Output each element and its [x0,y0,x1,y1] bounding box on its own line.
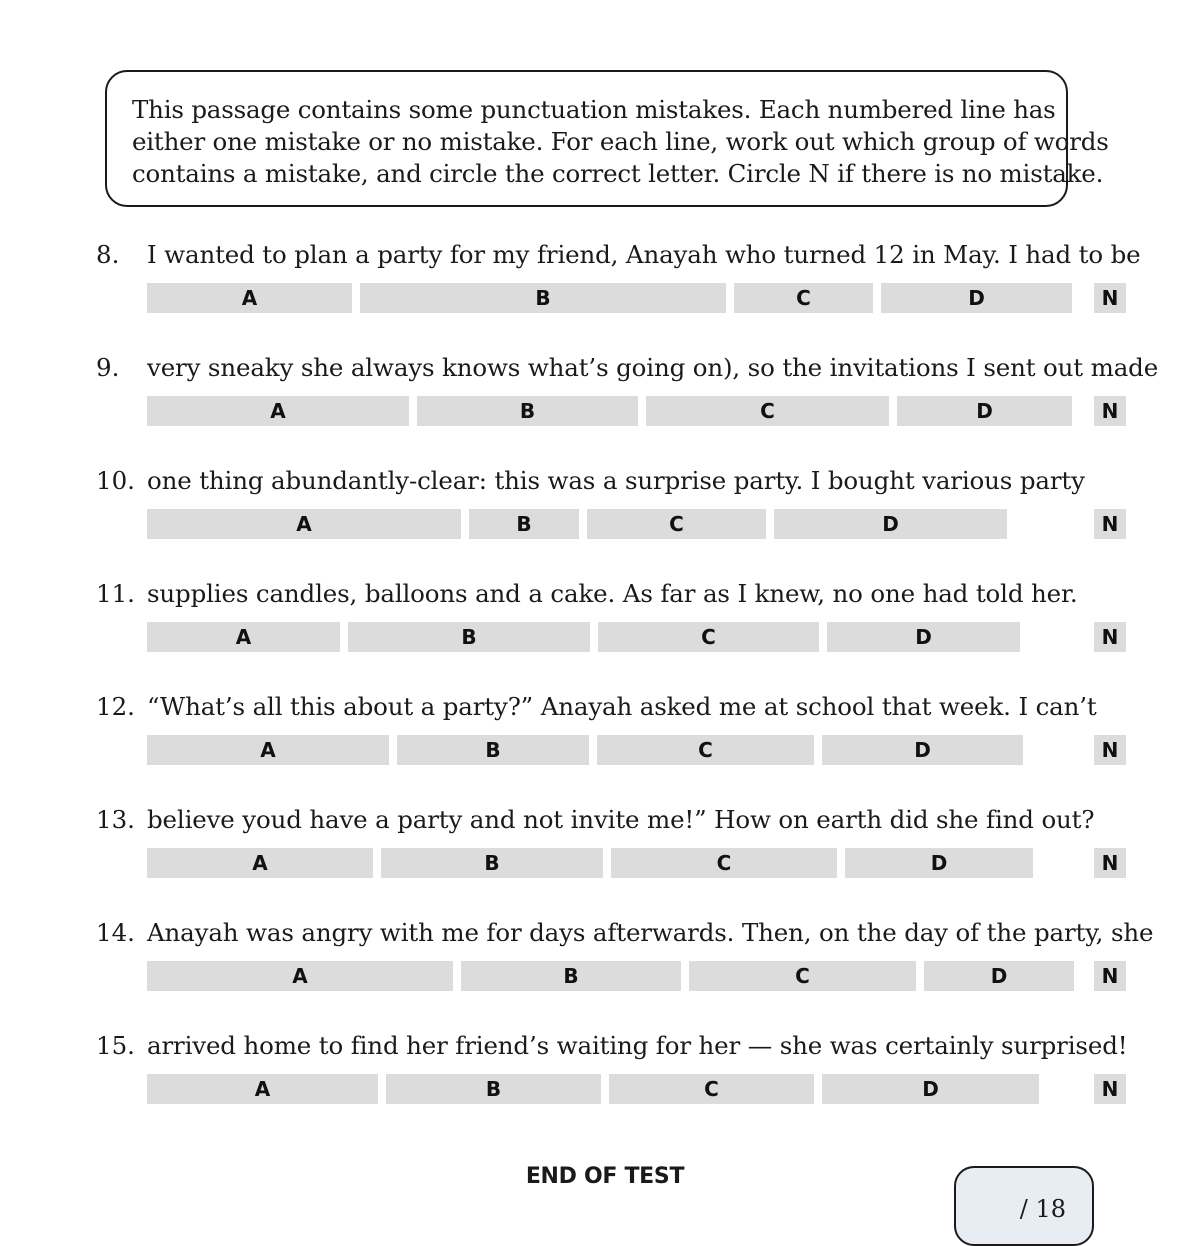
option-c[interactable]: C [646,396,889,426]
option-b[interactable]: B [348,622,590,652]
option-d[interactable]: D [822,735,1023,765]
option-b[interactable]: B [461,961,681,991]
option-n[interactable]: N [1094,735,1126,765]
question-number: 9. [96,353,120,382]
option-b[interactable]: B [417,396,638,426]
option-d[interactable]: D [774,509,1007,539]
question-15 [0,1031,1200,1111]
option-d[interactable]: D [924,961,1074,991]
option-d[interactable]: D [827,622,1020,652]
option-a[interactable]: A [147,396,409,426]
question-10 [0,466,1200,546]
question-number: 15. [96,1031,135,1060]
option-c[interactable]: C [689,961,916,991]
question-11 [0,579,1200,659]
end-of-test-label: END OF TEST [525,1164,685,1189]
option-c[interactable]: C [734,283,873,313]
option-a[interactable]: A [147,622,340,652]
question-9 [0,353,1200,433]
option-a[interactable]: A [147,1074,378,1104]
option-c[interactable]: C [609,1074,814,1104]
option-n[interactable]: N [1094,509,1126,539]
option-n[interactable]: N [1094,622,1126,652]
option-d[interactable]: D [897,396,1072,426]
option-a[interactable]: A [147,848,373,878]
question-12 [0,692,1200,772]
score-box [954,1166,1094,1246]
option-d[interactable]: D [822,1074,1039,1104]
question-text: one thing abundantly-clear: this was a surprise party. I bought various party [147,466,1085,495]
option-a[interactable]: A [147,509,461,539]
question-text: very sneaky she always knows what’s going on), so the invitations I sent out made [147,353,1159,382]
option-n[interactable]: N [1094,283,1126,313]
question-text: arrived home to find her friend’s waiting for her — she was certainly surprised! [147,1031,1128,1060]
instructions-line: either one mistake or no mistake. For each line, work out which group of words [132,127,1109,156]
question-number: 12. [96,692,135,721]
question-number: 11. [96,579,135,608]
instructions-line: This passage contains some punctuation mistakes. Each numbered line has [132,95,1056,124]
question-13 [0,805,1200,885]
question-number: 10. [96,466,135,495]
option-c[interactable]: C [597,735,814,765]
option-b[interactable]: B [386,1074,601,1104]
question-text: supplies candles, balloons and a cake. As far as I knew, no one had told her. [147,579,1078,608]
option-c[interactable]: C [611,848,837,878]
question-text: “What’s all this about a party?” Anayah asked me at school that week. I can’t [147,692,1097,721]
option-n[interactable]: N [1094,396,1126,426]
question-number: 13. [96,805,135,834]
option-n[interactable]: N [1094,1074,1126,1104]
option-a[interactable]: A [147,961,453,991]
score-total: / 18 [1019,1195,1066,1223]
option-d[interactable]: D [845,848,1033,878]
instructions-line: contains a mistake, and circle the correct letter. Circle N if there is no mistake. [132,159,1104,188]
option-c[interactable]: C [598,622,819,652]
option-n[interactable]: N [1094,961,1126,991]
question-number: 14. [96,918,135,947]
option-b[interactable]: B [360,283,726,313]
instructions-box [105,70,1109,207]
option-c[interactable]: C [587,509,766,539]
option-a[interactable]: A [147,735,389,765]
option-d[interactable]: D [881,283,1072,313]
question-14 [0,918,1200,998]
option-b[interactable]: B [469,509,579,539]
option-b[interactable]: B [381,848,603,878]
question-text: believe youd have a party and not invite me!” How on earth did she find out? [147,805,1095,834]
option-a[interactable]: A [147,283,352,313]
question-text: I wanted to plan a party for my friend, Anayah who turned 12 in May. I had to be [147,240,1141,269]
question-number: 8. [96,240,120,269]
option-b[interactable]: B [397,735,589,765]
option-n[interactable]: N [1094,848,1126,878]
question-8 [0,240,1200,320]
question-text: Anayah was angry with me for days afterwards. Then, on the day of the party, she [147,918,1154,947]
